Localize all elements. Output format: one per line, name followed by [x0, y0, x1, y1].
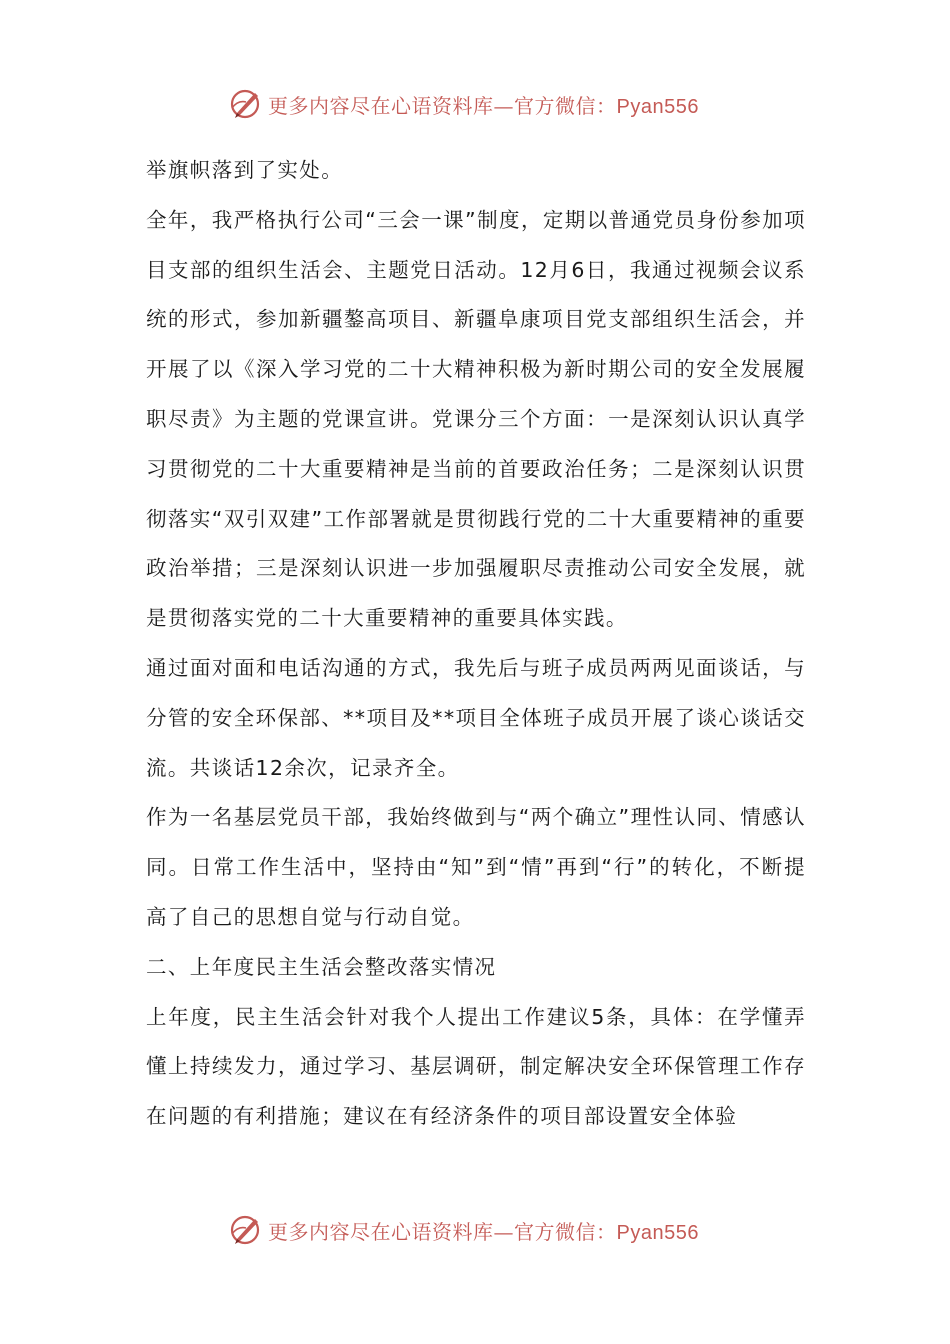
paragraph: 上年度，民主生活会针对我个人提出工作建议5条，具体：在学懂弄懂上持续发力，通过学习、基层调研，制定解决安全环保管理工作存在问题的有利措施；建议在有经济条件的项目部设置安全体验	[146, 1004, 806, 1129]
footer-banner	[228, 1210, 699, 1250]
paragraph: 作为一名基层党员干部，我始终做到与“两个确立”理性认同、情感认同。日常工作生活中，坚持由“知”到“情”再到“行”的转化，不断提高了自己的思想自觉与行动自觉。	[146, 805, 806, 929]
pen-logo-icon	[228, 1212, 264, 1248]
wechat-id: Pyan556	[616, 1221, 699, 1244]
paragraph: 全年，我严格执行公司“三会一课”制度，定期以普通党员身份参加项目支部的组织生活会、主题党日活动。12月6日，我通过视频会议系统的形式，参加新疆鏊高项目、新疆阜康项目党支部组织生活会，并开展了以《深入学习党的二十大精神积极为新时期公司的安全发展履职尽责》为主题的党课宣讲。党课分三个方面：一是深刻认识认真学习贯彻党的二十大重要精神是当前的首要政治任务；二是深刻认识贯彻落实“双引双建”工作部署就是贯彻践行党的二十大重要精神的重要政治举措；三是深刻认识进一步加强履职尽责推动公司安全发展，就是贯彻落实党的二十大重要精神的重要具体实践。	[146, 207, 806, 631]
wechat-id: Pyan556	[616, 95, 699, 118]
section-heading: 二、上年度民主生活会整改落实情况	[146, 954, 497, 979]
banner-text: 更多内容尽在心语资料库—官方微信：Pyan556	[268, 1219, 699, 1244]
document-body	[146, 146, 806, 1142]
banner-text: 更多内容尽在心语资料库—官方微信：Pyan556	[268, 93, 699, 118]
pen-logo-icon	[228, 86, 264, 122]
paragraph: 举旗帜落到了实处。	[146, 158, 344, 182]
header-banner	[228, 84, 699, 124]
paragraph: 通过面对面和电话沟通的方式，我先后与班子成员两两见面谈话，与分管的安全环保部、**项目及**项目全体班子成员开展了谈心谈话交流。共谈话12余次，记录齐全。	[146, 655, 806, 780]
